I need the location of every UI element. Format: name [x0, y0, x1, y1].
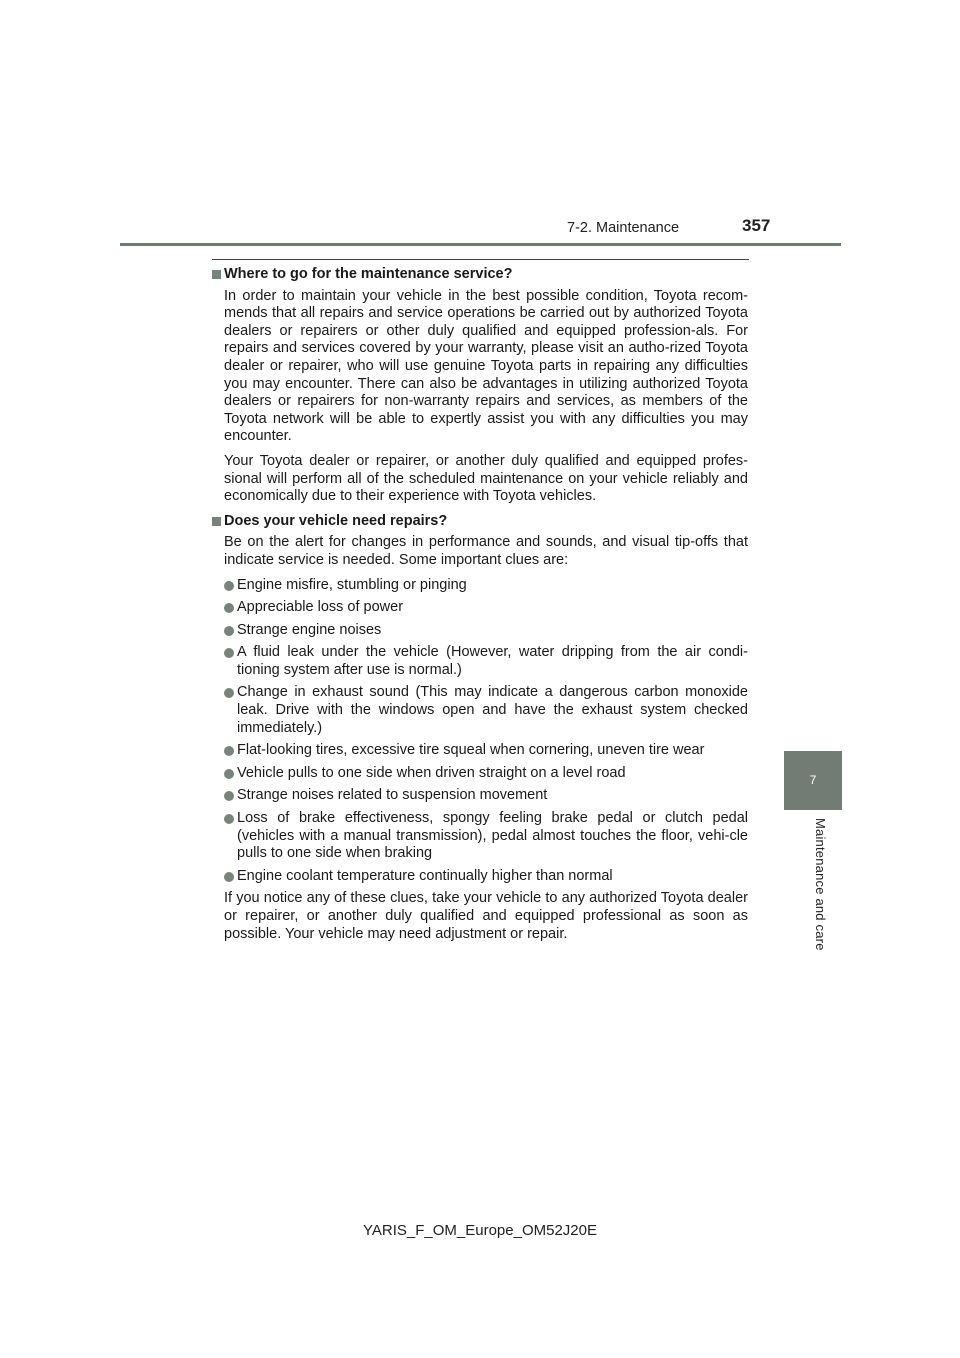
list-item	[224, 622, 748, 640]
circle-bullet-icon	[224, 626, 234, 636]
circle-bullet-icon	[224, 872, 234, 882]
list-item-text: A fluid leak under the vehicle (However, water dripping from the air condi-tioning system after use is normal.)	[237, 644, 748, 678]
list-item-text: Appreciable loss of power	[237, 599, 404, 616]
list-item	[224, 765, 748, 783]
circle-bullet-icon	[224, 791, 234, 801]
list-item-text: Flat-looking tires, excessive tire squeal when cornering, uneven tire wear	[237, 742, 705, 759]
list-item-text: Loss of brake effectiveness, spongy feeling brake pedal or clutch pedal (vehicles with a manual transmission), pedal almost touches the floor, vehi-cle pulls to one side when braking	[237, 810, 748, 862]
list-item	[224, 868, 748, 886]
header-rule	[120, 243, 841, 246]
square-bullet-icon	[212, 270, 221, 279]
heading-text: Where to go for the maintenance service?	[224, 266, 513, 282]
paragraph: Be on the alert for changes in performance and sounds, and visual tip-offs that indicate service is needed. Some important clues are:	[224, 534, 748, 568]
circle-bullet-icon	[224, 688, 234, 698]
circle-bullet-icon	[224, 648, 234, 658]
chapter-number: 7	[809, 773, 817, 787]
page-number: 357	[742, 216, 771, 235]
circle-bullet-icon	[224, 814, 234, 824]
list-item-text: Engine coolant temperature continually higher than normal	[237, 867, 613, 884]
page-content	[212, 266, 748, 950]
list-item	[224, 577, 748, 595]
circle-bullet-icon	[224, 769, 234, 779]
section-heading-vehicle-repairs	[212, 513, 748, 531]
chapter-title-vertical: Maintenance and care	[813, 818, 828, 951]
list-item	[224, 742, 748, 760]
list-item	[224, 644, 748, 679]
paragraph: If you notice any of these clues, take your vehicle to any authorized Toyota dealer or repairer, or another duly qualified and equipped professional as soon as possible. Your vehicle may need adjustment or repair.	[224, 890, 748, 942]
list-item-text: Vehicle pulls to one side when driven straight on a level road	[237, 764, 626, 781]
list-item	[224, 787, 748, 805]
paragraph: Your Toyota dealer or repairer, or another duly qualified and equipped profes-sional will perform all of the scheduled maintenance on your vehicle reliably and economically due to their experience with Toyota vehicles.	[224, 452, 748, 505]
list-item-text: Strange engine noises	[237, 621, 382, 638]
chapter-tab	[784, 751, 842, 810]
footer-document-id: YARIS_F_OM_Europe_OM52J20E	[362, 1222, 597, 1239]
list-item	[224, 684, 748, 737]
heading-text: Does your vehicle need repairs?	[224, 512, 448, 529]
circle-bullet-icon	[224, 603, 234, 613]
square-bullet-icon	[212, 517, 221, 526]
list-item-text: Change in exhaust sound (This may indicate a dangerous carbon monoxide leak. Drive with the windows open and have the exhaust system checked immediately.)	[237, 684, 748, 736]
circle-bullet-icon	[224, 581, 234, 591]
list-item-text: Strange noises related to suspension movement	[237, 787, 548, 804]
section-heading-maintenance-service	[212, 266, 748, 284]
list-item	[224, 599, 748, 617]
circle-bullet-icon	[224, 746, 234, 756]
content-rule	[212, 259, 749, 260]
list-item-text: Engine misfire, stumbling or pinging	[237, 576, 467, 593]
header-section-title: 7-2. Maintenance	[567, 220, 680, 236]
list-item	[224, 810, 748, 863]
paragraph: In order to maintain your vehicle in the best possible condition, Toyota recom-mends that all repairs and service operations be carried out by authorized Toyota dealers or repairers or other duly qualified and equipped profession-als. For repairs and services covered by your warranty, please visit an autho-rized Toyota dealer or repairer, who will use genuine Toyota parts in repairing any difficulties you may encounter. There can also be advantages in utilizing authorized Toyota dealers or repairers for non-warranty repairs and services, as members of the Toyota network will be able to expertly assist you with any difficulties you may encounter.	[224, 287, 748, 445]
